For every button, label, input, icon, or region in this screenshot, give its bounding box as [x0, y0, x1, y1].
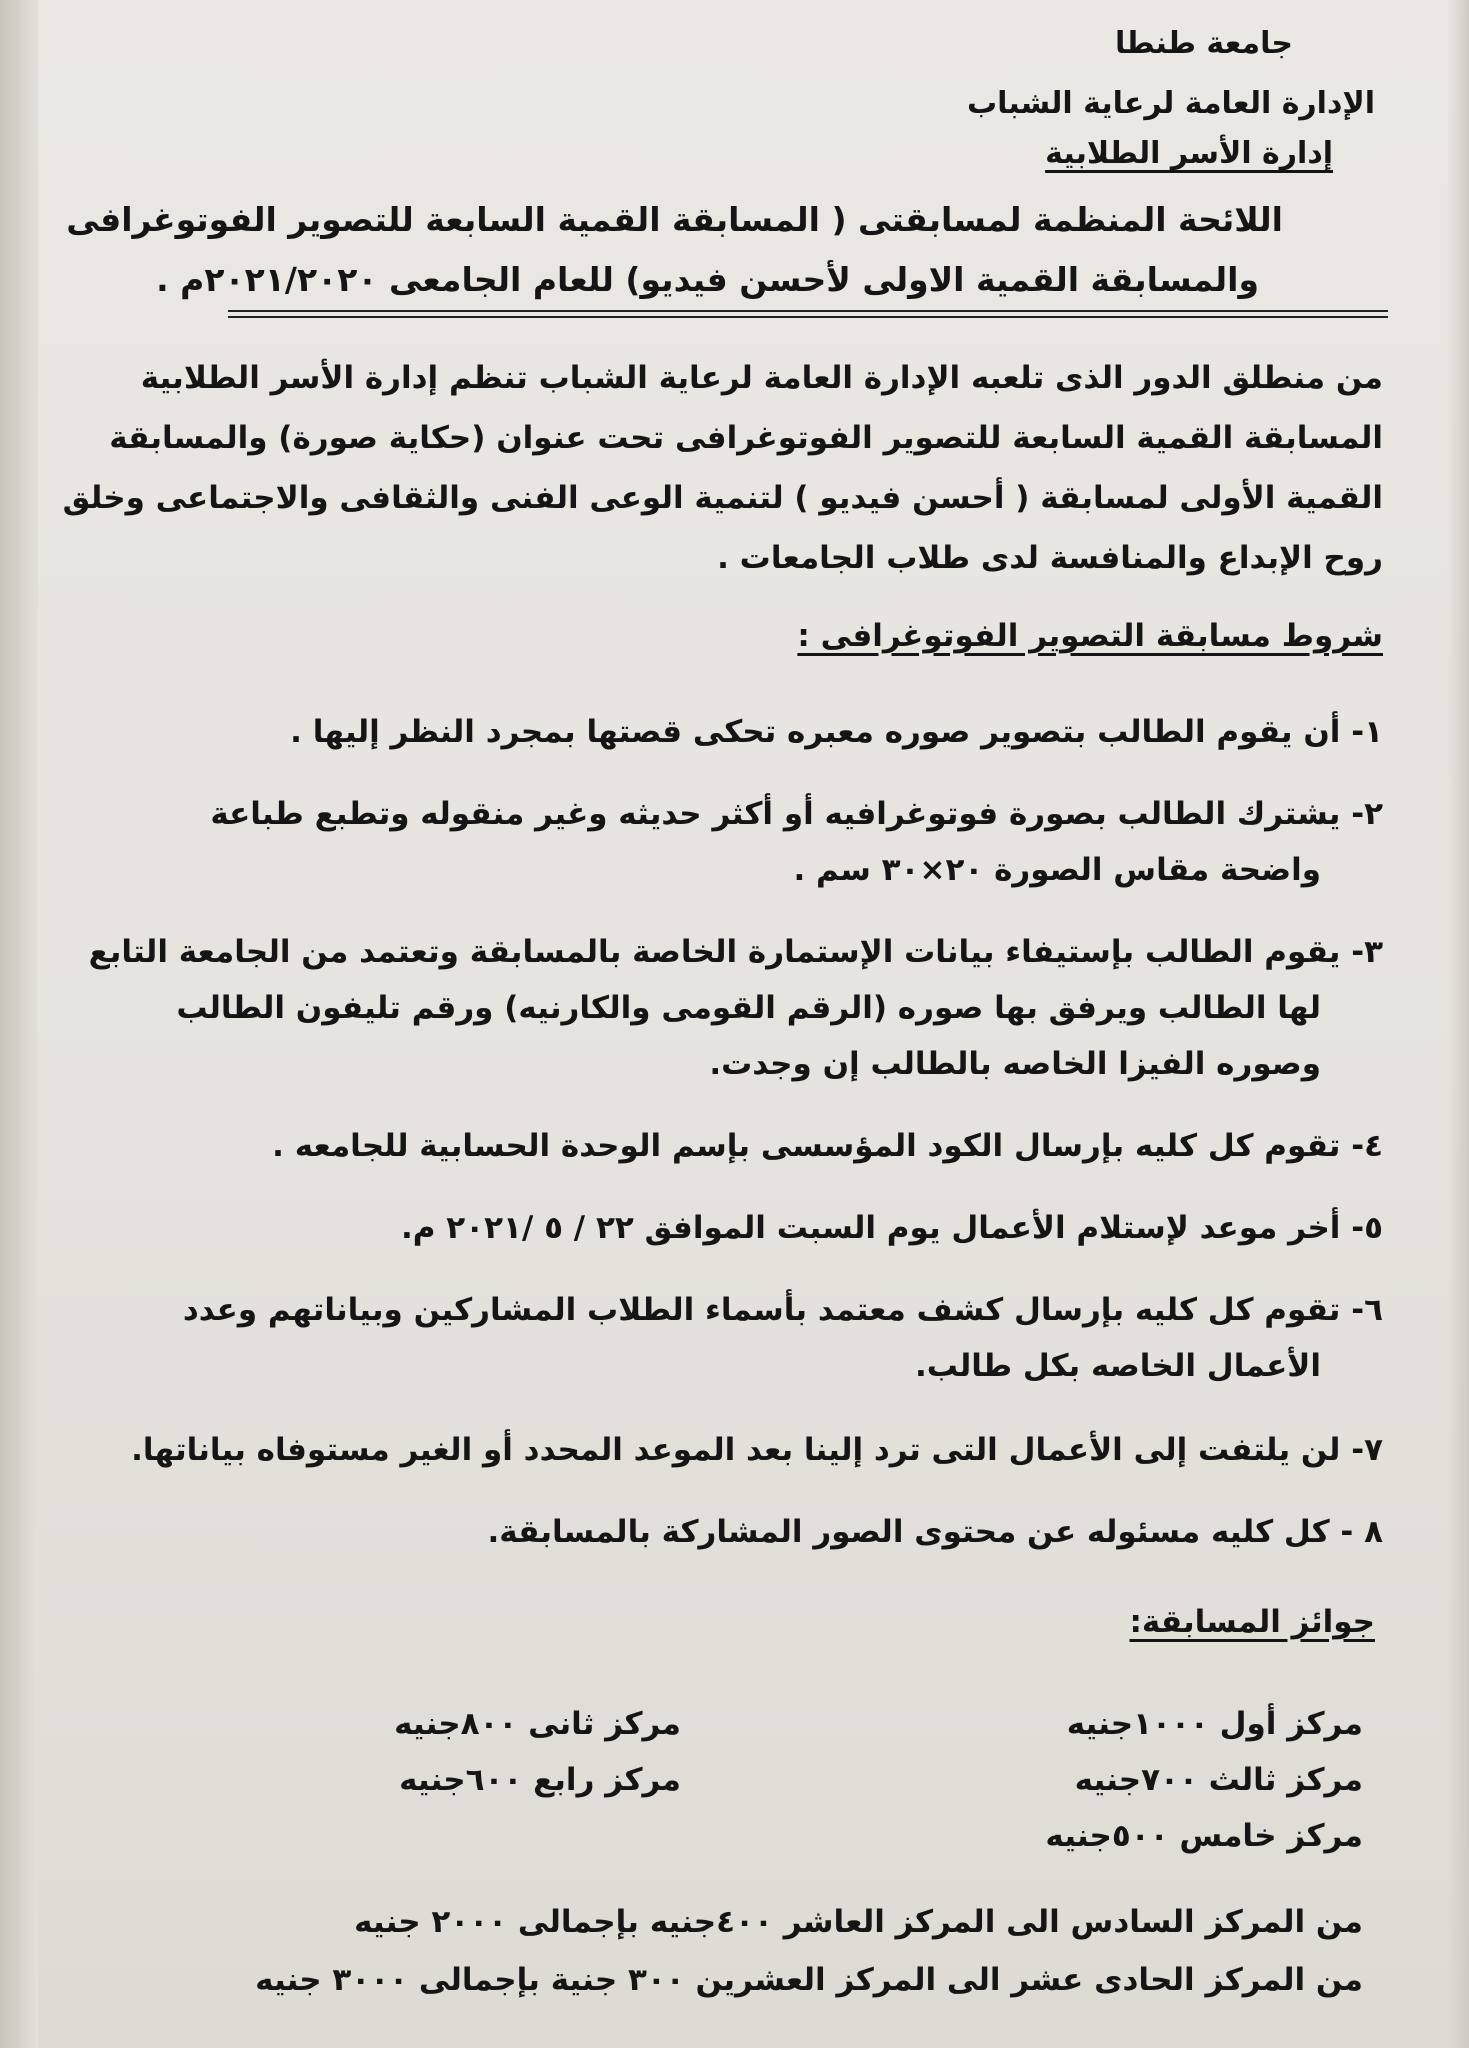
condition-3-line-2: لها الطالب ويرفق بها صوره (الرقم القومى والكارنيه) ورقم تليفون الطالب	[176, 990, 1321, 1026]
university-name: جامعة طنطا	[1114, 26, 1293, 61]
intro-line-1: من منطلق الدور الذى تلعبه الإدارة العامة لرعاية الشباب تنظم إدارة الأسر الطلابية	[140, 360, 1383, 396]
condition-5: ٥- أخر موعد لإستلام الأعمال يوم السبت الموافق ٢٢ / ٥ /٢٠٢١ م.	[400, 1210, 1383, 1246]
condition-1: ١- أن يقوم الطالب بتصوير صوره معبره تحكى قصتها بمجرد النظر إليها .	[290, 714, 1383, 750]
prize-range-11-20: من المركز الحادى عشر الى المركز العشرين ٣٠٠ جنية بإجمالى ٣٠٠٠ جنيه	[255, 1962, 1363, 1998]
condition-6-line-2: الأعمال الخاصه بكل طالب.	[915, 1348, 1321, 1384]
condition-6-line-1: ٦- تقوم كل كليه بإرسال كشف معتمد بأسماء الطلاب المشاركين وبياناتهم وعدد	[182, 1292, 1383, 1328]
title-line-2: والمسابقة القمية الاولى لأحسن فيديو) للعام الجامعى ٢٠٢١/٢٠٢٠م .	[156, 260, 1259, 299]
intro-line-3: القمية الأولى لمسابقة ( أحسن فيديو ) لتنمية الوعى الفنى والثقافى والاجتماعى وخلق	[62, 480, 1383, 516]
prize-second: مركز ثانى ٨٠٠جنيه	[394, 1706, 681, 1742]
intro-line-4: روح الإبداع والمنافسة لدى طلاب الجامعات .	[717, 540, 1383, 576]
prize-range-6-10: من المركز السادس الى المركز العاشر ٤٠٠جنيه بإجمالى ٢٠٠٠ جنيه	[354, 1904, 1363, 1940]
condition-7: ٧- لن يلتفت إلى الأعمال التى ترد إلينا بعد الموعد المحدد أو الغير مستوفاه بياناتها.	[131, 1432, 1383, 1468]
prize-third: مركز ثالث ٧٠٠جنيه	[1074, 1762, 1363, 1798]
administration-name: الإدارة العامة لرعاية الشباب	[966, 86, 1375, 121]
prizes-heading: جوائز المسابقة:	[1129, 1604, 1375, 1640]
condition-8: ٨ - كل كليه مسئوله عن محتوى الصور المشاركة بالمسابقة.	[487, 1514, 1383, 1550]
department-name: إدارة الأسر الطلابية	[1045, 136, 1333, 171]
prize-first: مركز أول ١٠٠٠جنيه	[1066, 1706, 1363, 1742]
condition-2-line-2: واضحة مقاس الصورة ٢٠×٣٠ سم .	[793, 852, 1321, 888]
condition-3-line-3: وصوره الفيزا الخاصه بالطالب إن وجدت.	[709, 1046, 1321, 1082]
prize-fourth: مركز رابع ٦٠٠جنيه	[399, 1762, 681, 1798]
condition-2-line-1: ٢- يشترك الطالب بصورة فوتوغرافيه أو أكثر حديثه وغير منقوله وتطبع طباعة	[210, 796, 1383, 832]
title-double-rule	[228, 310, 1388, 318]
condition-4: ٤- تقوم كل كليه بإرسال الكود المؤسسى بإسم الوحدة الحسابية للجامعه .	[272, 1128, 1383, 1164]
title-line-1: اللائحة المنظمة لمسابقتى ( المسابقة القمية السابعة للتصوير الفوتوغرافى	[66, 200, 1283, 239]
conditions-heading: شروط مسابقة التصوير الفوتوغرافى :	[797, 618, 1383, 654]
page-right-edge-shadow	[1447, 0, 1469, 2048]
prize-fifth: مركز خامس ٥٠٠جنيه	[1045, 1818, 1363, 1854]
intro-line-2: المسابقة القمية السابعة للتصوير الفوتوغرافى تحت عنوان (حكاية صورة) والمسابقة	[109, 420, 1383, 456]
page-left-edge-shadow	[0, 0, 38, 2048]
condition-3-line-1: ٣- يقوم الطالب بإستيفاء بيانات الإستمارة الخاصة بالمسابقة وتعتمد من الجامعة التابع	[88, 934, 1383, 970]
